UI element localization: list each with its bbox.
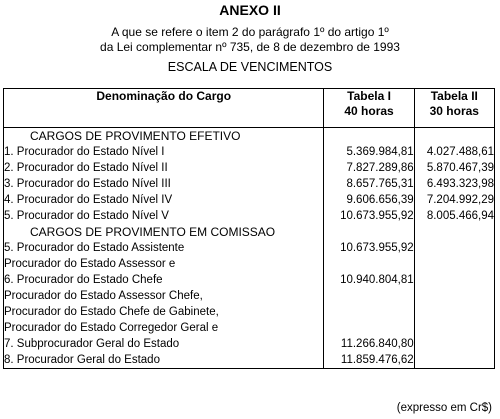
tabela-i-cell: [324, 256, 414, 272]
tabela-i-cell: 11.266.840,80: [324, 336, 414, 352]
table-row: [4, 352, 495, 369]
table-row: [4, 240, 495, 256]
table-row: [4, 256, 495, 272]
section-comissao-label: CARGOS DE PROVIMENTO EM COMISSAO: [4, 224, 324, 240]
tabela-i-cell: [324, 320, 414, 336]
cargo-cell: 8. Procurador Geral do Estado: [4, 352, 324, 369]
subtitle-line-2: da Lei complementar nº 735, de 8 de dezembro de 1993: [100, 40, 400, 54]
tabela-ii-cell: [414, 352, 494, 369]
tabela-ii-cell: [414, 320, 494, 336]
table-row: [4, 144, 495, 160]
header-tabela-ii: [414, 89, 494, 128]
annex-title: ANEXO II: [219, 2, 281, 18]
escala-heading: ESCALA DE VENCIMENTOS: [167, 60, 333, 74]
cargo-cell: Procurador do Estado Assessor Chefe,: [4, 288, 324, 304]
cargo-cell: Procurador do Estado Assessor e: [4, 256, 324, 272]
cargo-cell: Procurador do Estado Corregedor Geral e: [4, 320, 324, 336]
cargo-cell: 5. Procurador do Estado Assistente: [4, 240, 324, 256]
section-row-efetivo: [4, 128, 495, 145]
table-header: [4, 89, 495, 128]
table-row: [4, 208, 495, 224]
table-row: [4, 304, 495, 320]
tabela-i-cell: [324, 304, 414, 320]
cargo-cell: Procurador do Estado Chefe de Gabinete,: [4, 304, 324, 320]
header-tabela-i-hours: 40 horas: [344, 104, 394, 118]
tabela-i-cell: 9.606.656,39: [324, 192, 414, 208]
tabela-ii-cell: 6.493.323,98: [414, 176, 494, 192]
currency-footnote: (expresso em Cr$): [396, 402, 492, 414]
tabela-i-cell: 10.673.955,92: [324, 240, 414, 256]
header-cargo: Denominação do Cargo: [4, 89, 324, 128]
table-body: [4, 128, 495, 369]
tabela-ii-cell: 8.005.466,94: [414, 208, 494, 224]
cargo-cell: 4. Procurador do Estado Nível IV: [4, 192, 324, 208]
tabela-ii-cell: [414, 256, 494, 272]
table-row: [4, 320, 495, 336]
table-row: [4, 288, 495, 304]
table-row: [4, 176, 495, 192]
section-efetivo-label: CARGOS DE PROVIMENTO EFETIVO: [4, 128, 324, 145]
header-tabela-i-name: Tabela I: [347, 89, 391, 103]
table-row: [4, 272, 495, 288]
cargo-cell: 1. Procurador do Estado Nível I: [4, 144, 324, 160]
cargo-cell: 5. Procurador do Estado Nível V: [4, 208, 324, 224]
salary-table: [3, 88, 495, 369]
tabela-ii-cell: 7.204.992,29: [414, 192, 494, 208]
tabela-i-cell: 11.859.476,62: [324, 352, 414, 369]
tabela-i-cell: 5.369.984,81: [324, 144, 414, 160]
tabela-i-cell: 10.940.804,81: [324, 272, 414, 288]
header-tabela-ii-hours: 30 horas: [429, 104, 479, 118]
tabela-i-cell: 7.827.289,86: [324, 160, 414, 176]
tabela-ii-cell: 4.027.488,61: [414, 144, 494, 160]
cargo-cell: 7. Subprocurador Geral do Estado: [4, 336, 324, 352]
cargo-cell: 3. Procurador do Estado Nível III: [4, 176, 324, 192]
tabela-ii-cell: [414, 288, 494, 304]
table-row: [4, 160, 495, 176]
header-tabela-ii-name: Tabela II: [430, 89, 478, 103]
tabela-i-cell: 10.673.955,92: [324, 208, 414, 224]
cargo-cell: 2. Procurador do Estado Nível II: [4, 160, 324, 176]
section-row-comissao: [4, 224, 495, 240]
tabela-ii-cell: [414, 336, 494, 352]
tabela-i-cell: 8.657.765,31: [324, 176, 414, 192]
tabela-ii-cell: 5.870.467,39: [414, 160, 494, 176]
tabela-i-cell: [324, 288, 414, 304]
header-tabela-i: [324, 89, 414, 128]
table-row: [4, 192, 495, 208]
table-row: [4, 336, 495, 352]
cargo-cell: 6. Procurador do Estado Chefe: [4, 272, 324, 288]
subtitle-line-1: A que se refere o item 2 do parágrafo 1º do artigo 1º: [111, 25, 389, 39]
tabela-ii-cell: [414, 272, 494, 288]
tabela-ii-cell: [414, 240, 494, 256]
tabela-ii-cell: [414, 304, 494, 320]
